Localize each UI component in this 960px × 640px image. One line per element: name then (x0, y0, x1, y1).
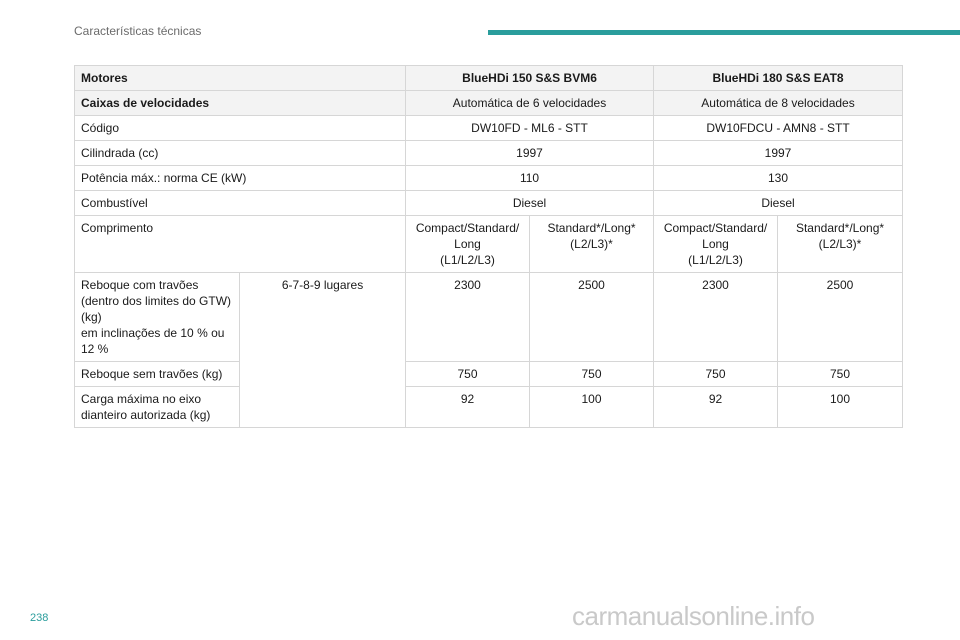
table-cell: Automática de 8 velocidades (654, 91, 903, 116)
table-cell: 2500 (778, 273, 903, 362)
row-label: Carga máxima no eixo dianteiro autorizada (kg) (75, 387, 240, 428)
table-cell: Standard*/Long* (L2/L3)* (778, 216, 903, 273)
page-header-title: Características técnicas (74, 24, 202, 38)
site-watermark: carmanualsonline.info (572, 601, 815, 631)
table-row-gearbox (75, 91, 903, 116)
seats-cell: 6-7-8-9 lugares (240, 273, 406, 428)
table-cell: 1997 (654, 141, 903, 166)
engine-2-name: BlueHDi 180 S&S EAT8 (654, 66, 903, 91)
table-cell: 750 (654, 362, 778, 387)
page-number: 238 (30, 612, 49, 624)
table-cell: 1997 (406, 141, 654, 166)
specs-table (74, 65, 903, 428)
table-cell: 92 (654, 387, 778, 428)
table-cell: 2300 (406, 273, 530, 362)
table-cell: Diesel (406, 191, 654, 216)
row-label: Reboque sem travões (kg) (75, 362, 240, 387)
table-row-length (75, 216, 903, 273)
table-row-axle-load (75, 387, 903, 428)
table-cell: 750 (778, 362, 903, 387)
table-row-motores (75, 66, 903, 91)
row-label: Reboque com travões (dentro dos limites do GTW) (kg) em inclinações de 10 % ou 12 % (75, 273, 240, 362)
row-label: Comprimento (75, 216, 406, 273)
table-row-braked-trailer (75, 273, 903, 362)
row-label: Potência máx.: norma CE (kW) (75, 166, 406, 191)
table-cell: 100 (530, 387, 654, 428)
row-label: Combustível (75, 191, 406, 216)
table-cell: Compact/Standard/ Long (L1/L2/L3) (406, 216, 530, 273)
table-cell: DW10FD - ML6 - STT (406, 116, 654, 141)
row-label: Caixas de velocidades (75, 91, 406, 116)
table-row-unbraked-trailer (75, 362, 903, 387)
table-cell: 130 (654, 166, 903, 191)
table-cell: Compact/Standard/ Long (L1/L2/L3) (654, 216, 778, 273)
table-cell: 750 (406, 362, 530, 387)
table-row-code (75, 116, 903, 141)
table-cell: 100 (778, 387, 903, 428)
table-row-displacement (75, 141, 903, 166)
row-label: Código (75, 116, 406, 141)
table-row-fuel (75, 191, 903, 216)
table-cell: 110 (406, 166, 654, 191)
row-label: Motores (75, 66, 406, 91)
table-cell: 2300 (654, 273, 778, 362)
table-cell: 2500 (530, 273, 654, 362)
header-accent-bar (488, 30, 960, 35)
table-cell: Standard*/Long* (L2/L3)* (530, 216, 654, 273)
row-label: Cilindrada (cc) (75, 141, 406, 166)
table-cell: 750 (530, 362, 654, 387)
table-cell: 92 (406, 387, 530, 428)
engine-1-name: BlueHDi 150 S&S BVM6 (406, 66, 654, 91)
table-cell: Diesel (654, 191, 903, 216)
table-row-power (75, 166, 903, 191)
table-cell: Automática de 6 velocidades (406, 91, 654, 116)
table-cell: DW10FDCU - AMN8 - STT (654, 116, 903, 141)
